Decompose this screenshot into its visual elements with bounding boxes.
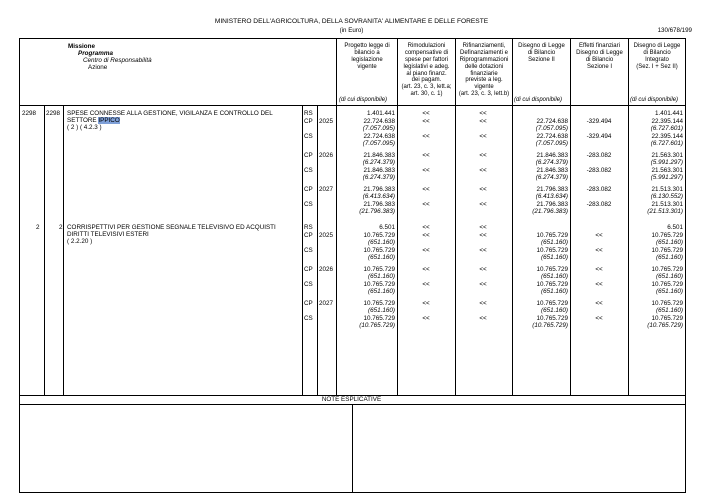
cell-value-c: << <box>479 300 487 307</box>
section-title-text: DIRITTI TELEVISIVI ESTERI <box>67 231 149 238</box>
cell-value-d: 10.765.729 <box>536 315 568 322</box>
cell-available-f: (21.513.301) <box>647 208 683 215</box>
cell-available-f: (651.160) <box>656 307 683 314</box>
header-foot-4: (di cui disponibile) <box>514 97 563 103</box>
year-divider <box>317 106 318 395</box>
cell-value-d: 10.765.729 <box>536 247 568 254</box>
cell-value-c: << <box>479 118 487 125</box>
col-divider <box>336 38 337 395</box>
cell-value-b: << <box>422 300 430 307</box>
cell-available-a: (6.413.634) <box>362 193 395 200</box>
cell-available-f: (10.765.729) <box>647 322 683 329</box>
cell-value-f: 1.401.441 <box>654 110 683 117</box>
highlighted-term: IPPICO <box>98 117 120 124</box>
cell-value-a: 10.765.729 <box>363 281 395 288</box>
code-divider <box>44 106 45 395</box>
currency-unit: (in Euro) <box>339 27 364 34</box>
cell-value-e: -283.082 <box>586 201 612 208</box>
cell-available-f: (6.727.601) <box>650 140 683 147</box>
cell-value-a: 10.765.729 <box>363 315 395 322</box>
cell-available-f: (651.160) <box>656 254 683 261</box>
cell-value-e: << <box>595 247 603 254</box>
cell-value-d: 10.765.729 <box>536 232 568 239</box>
table-top-border <box>19 38 685 39</box>
cell-value-c: << <box>479 281 487 288</box>
row-year: 2025 <box>319 232 334 239</box>
cell-value-e: << <box>595 281 603 288</box>
cell-value-e: -329.494 <box>586 133 612 140</box>
cell-value-f: 22.395.144 <box>651 118 683 125</box>
cell-available-f: (6.130.552) <box>650 193 683 200</box>
header-foot-6: (di cui disponibile) <box>630 97 679 103</box>
cell-value-a: 21.846.383 <box>363 167 395 174</box>
row-type: CP <box>304 118 313 125</box>
cell-available-d: (651.160) <box>541 239 568 246</box>
cell-available-d: (10.765.729) <box>532 322 568 329</box>
cell-value-e: -283.082 <box>586 167 612 174</box>
row-type: CS <box>304 315 313 322</box>
cell-value-a: 21.796.383 <box>363 186 395 193</box>
cell-value-d: 21.796.383 <box>536 186 568 193</box>
cell-available-f: (651.160) <box>656 288 683 295</box>
cell-value-f: 10.765.729 <box>651 266 683 273</box>
row-type: RS <box>304 224 313 231</box>
cell-value-f: 10.765.729 <box>651 300 683 307</box>
cell-available-a: (651.160) <box>368 239 395 246</box>
section-ref: ( 2.2.20 ) <box>67 238 93 245</box>
cell-available-d: (21.796.383) <box>532 208 568 215</box>
cell-value-c: << <box>479 224 487 231</box>
cell-value-d: 21.846.383 <box>536 167 568 174</box>
cell-value-b: << <box>422 281 430 288</box>
row-type: CS <box>304 201 313 208</box>
row-year: 2027 <box>319 186 334 193</box>
cell-value-a: 22.724.638 <box>363 133 395 140</box>
cell-value-a: 10.765.729 <box>363 247 395 254</box>
cell-value-a: 22.724.638 <box>363 118 395 125</box>
cell-available-d: (7.057.095) <box>535 125 568 132</box>
cell-value-c: << <box>479 232 487 239</box>
cell-available-a: (7.057.095) <box>362 125 395 132</box>
cell-value-e: << <box>595 266 603 273</box>
header-col-rimodulazioni: Rimodulazioni compensative di spese per fattori legislativi e adeg. al piano finanz. dei pagam. (art. 23, c. 3, lett.a; art. 30, c. 1) <box>401 43 452 98</box>
cell-value-c: << <box>479 266 487 273</box>
code-b: 2 <box>59 224 63 231</box>
cell-value-e: << <box>595 300 603 307</box>
table-bottom-border <box>19 492 686 493</box>
header-programma: Programma <box>78 50 113 57</box>
row-year: 2025 <box>319 118 334 125</box>
cell-value-c: << <box>479 186 487 193</box>
cell-value-e: -329.494 <box>586 118 612 125</box>
cell-value-b: << <box>422 167 430 174</box>
cell-available-a: (6.274.379) <box>362 174 395 181</box>
cell-available-a: (651.160) <box>368 273 395 280</box>
cell-available-f: (651.160) <box>656 239 683 246</box>
cell-value-c: << <box>479 201 487 208</box>
cell-value-c: << <box>479 315 487 322</box>
header-col-integrato: Disegno di Legge di Bilancio Integrato (Sez. I + Sez II) <box>633 43 681 70</box>
cell-available-a: (6.274.379) <box>362 159 395 166</box>
cell-value-f: 10.765.729 <box>651 232 683 239</box>
cell-value-b: << <box>422 118 430 125</box>
cell-value-d: 10.765.729 <box>536 281 568 288</box>
header-missione: Missione <box>68 43 95 50</box>
cell-value-b: << <box>422 186 430 193</box>
cell-available-f: (5.991.297) <box>650 174 683 181</box>
cell-value-b: << <box>422 110 430 117</box>
cell-value-a: 10.765.729 <box>363 300 395 307</box>
cell-value-f: 10.765.729 <box>651 281 683 288</box>
header-col-rifinanziamenti: Rifinanziamenti, Definanziamenti e Riprogrammazioni delle dotazioni finanziarie previste a leg. vigente (art. 23, c. 3, lett.b) <box>458 43 510 98</box>
cell-value-a: 10.765.729 <box>363 266 395 273</box>
cell-available-d: (651.160) <box>541 254 568 261</box>
code-a: 2 <box>36 224 40 231</box>
section-title-line1: SPESE CONNESSE ALLA GESTIONE, VIGILANZA E CONTROLLO DEL <box>67 110 273 117</box>
cell-available-d: (651.160) <box>541 307 568 314</box>
section-title-line2 <box>67 231 149 238</box>
row-type: RS <box>304 110 313 117</box>
cell-value-a: 10.765.729 <box>363 232 395 239</box>
cell-available-a: (651.160) <box>368 288 395 295</box>
cell-value-f: 21.563.301 <box>651 167 683 174</box>
row-type: CP <box>304 152 313 159</box>
section-ref: ( 2 ) ( 4.2.3 ) <box>67 124 102 131</box>
table-left-border <box>19 38 20 492</box>
code-divider <box>63 106 64 395</box>
cell-available-f: (651.160) <box>656 273 683 280</box>
cell-value-b: << <box>422 224 430 231</box>
document-title: MINISTERO DELL'AGRICOLTURA, DELLA SOVRANITA' ALIMENTARE E DELLE FORESTE <box>214 18 489 25</box>
cell-value-b: << <box>422 201 430 208</box>
header-azione: Azione <box>88 64 108 71</box>
cell-value-c: << <box>479 152 487 159</box>
table-right-border <box>685 38 686 492</box>
cell-value-f: 21.563.301 <box>651 152 683 159</box>
header-bottom-border <box>19 105 685 106</box>
cell-value-c: << <box>479 110 487 117</box>
cell-value-c: << <box>479 167 487 174</box>
cell-value-d: 22.724.638 <box>536 118 568 125</box>
cell-available-d: (651.160) <box>541 273 568 280</box>
cell-value-a: 6.501 <box>379 224 395 231</box>
page-reference: 130/678/199 <box>657 27 692 34</box>
notes-divider <box>352 404 353 492</box>
cell-value-f: 21.513.301 <box>651 201 683 208</box>
row-type: CP <box>304 186 313 193</box>
cell-available-a: (651.160) <box>368 254 395 261</box>
row-year: 2027 <box>319 300 334 307</box>
cell-value-e: << <box>595 315 603 322</box>
header-col-sezione-i: Effetti finanziari Disegno di Legge di Bilancio Sezione I <box>576 43 623 70</box>
col-divider <box>628 38 629 395</box>
cell-value-b: << <box>422 315 430 322</box>
cell-available-f: (6.727.601) <box>650 125 683 132</box>
col-divider <box>570 38 571 395</box>
cell-value-e: -283.082 <box>586 152 612 159</box>
cell-value-a: 21.796.383 <box>363 201 395 208</box>
cell-value-b: << <box>422 266 430 273</box>
cell-value-a: 21.846.383 <box>363 152 395 159</box>
cell-value-e: -283.082 <box>586 186 612 193</box>
cell-value-b: << <box>422 133 430 140</box>
code-b: 2298 <box>46 110 61 117</box>
cell-value-c: << <box>479 133 487 140</box>
cell-available-a: (21.796.383) <box>359 208 395 215</box>
cell-value-f: 10.765.729 <box>651 315 683 322</box>
row-type: CS <box>304 133 313 140</box>
row-type: CS <box>304 247 313 254</box>
cell-value-d: 10.765.729 <box>536 266 568 273</box>
row-type: CS <box>304 167 313 174</box>
header-col-sezione-ii: Disegno di Legge di Bilancio Sezione II <box>518 43 565 63</box>
code-a: 2298 <box>22 110 37 117</box>
row-type: CP <box>304 232 313 239</box>
row-type: CP <box>304 266 313 273</box>
header-col-progetto: Progetto legge di bilancio a legislazione vigente <box>344 43 390 70</box>
header-foot-1: (di cui disponibile) <box>339 97 388 103</box>
cell-value-d: 21.846.383 <box>536 152 568 159</box>
cell-available-d: (6.274.379) <box>535 174 568 181</box>
row-type: CS <box>304 281 313 288</box>
cell-value-f: 6.501 <box>667 224 683 231</box>
cell-available-a: (7.057.095) <box>362 140 395 147</box>
cell-value-c: << <box>479 247 487 254</box>
cell-value-e: << <box>595 232 603 239</box>
cell-available-d: (6.274.379) <box>535 159 568 166</box>
row-year: 2026 <box>319 152 334 159</box>
cell-available-a: (651.160) <box>368 307 395 314</box>
cell-value-f: 10.765.729 <box>651 247 683 254</box>
type-divider <box>302 106 303 395</box>
cell-value-f: 21.513.301 <box>651 186 683 193</box>
section-title-line2 <box>67 117 120 124</box>
col-divider <box>512 38 513 395</box>
cell-value-d: 22.724.638 <box>536 133 568 140</box>
notes-title: NOTE ESPLICATIVE <box>321 396 382 403</box>
cell-available-d: (7.057.095) <box>535 140 568 147</box>
cell-available-d: (6.413.634) <box>535 193 568 200</box>
cell-value-d: 10.765.729 <box>536 300 568 307</box>
cell-available-f: (5.991.297) <box>650 159 683 166</box>
cell-value-b: << <box>422 232 430 239</box>
cell-available-d: (651.160) <box>541 288 568 295</box>
section-title-text: SETTORE <box>67 117 99 124</box>
cell-value-a: 1.401.441 <box>366 110 395 117</box>
cell-available-a: (10.765.729) <box>359 322 395 329</box>
row-year: 2026 <box>319 266 334 273</box>
row-type: CP <box>304 300 313 307</box>
header-centro: Centro di Responsabilità <box>83 57 152 64</box>
cell-value-b: << <box>422 152 430 159</box>
cell-value-f: 22.395.144 <box>651 133 683 140</box>
section-title-line1: CORRISPETTIVI PER GESTIONE SEGNALE TELEVISIVO ED ACQUISTI <box>67 224 276 231</box>
cell-value-b: << <box>422 247 430 254</box>
cell-value-d: 21.796.383 <box>536 201 568 208</box>
